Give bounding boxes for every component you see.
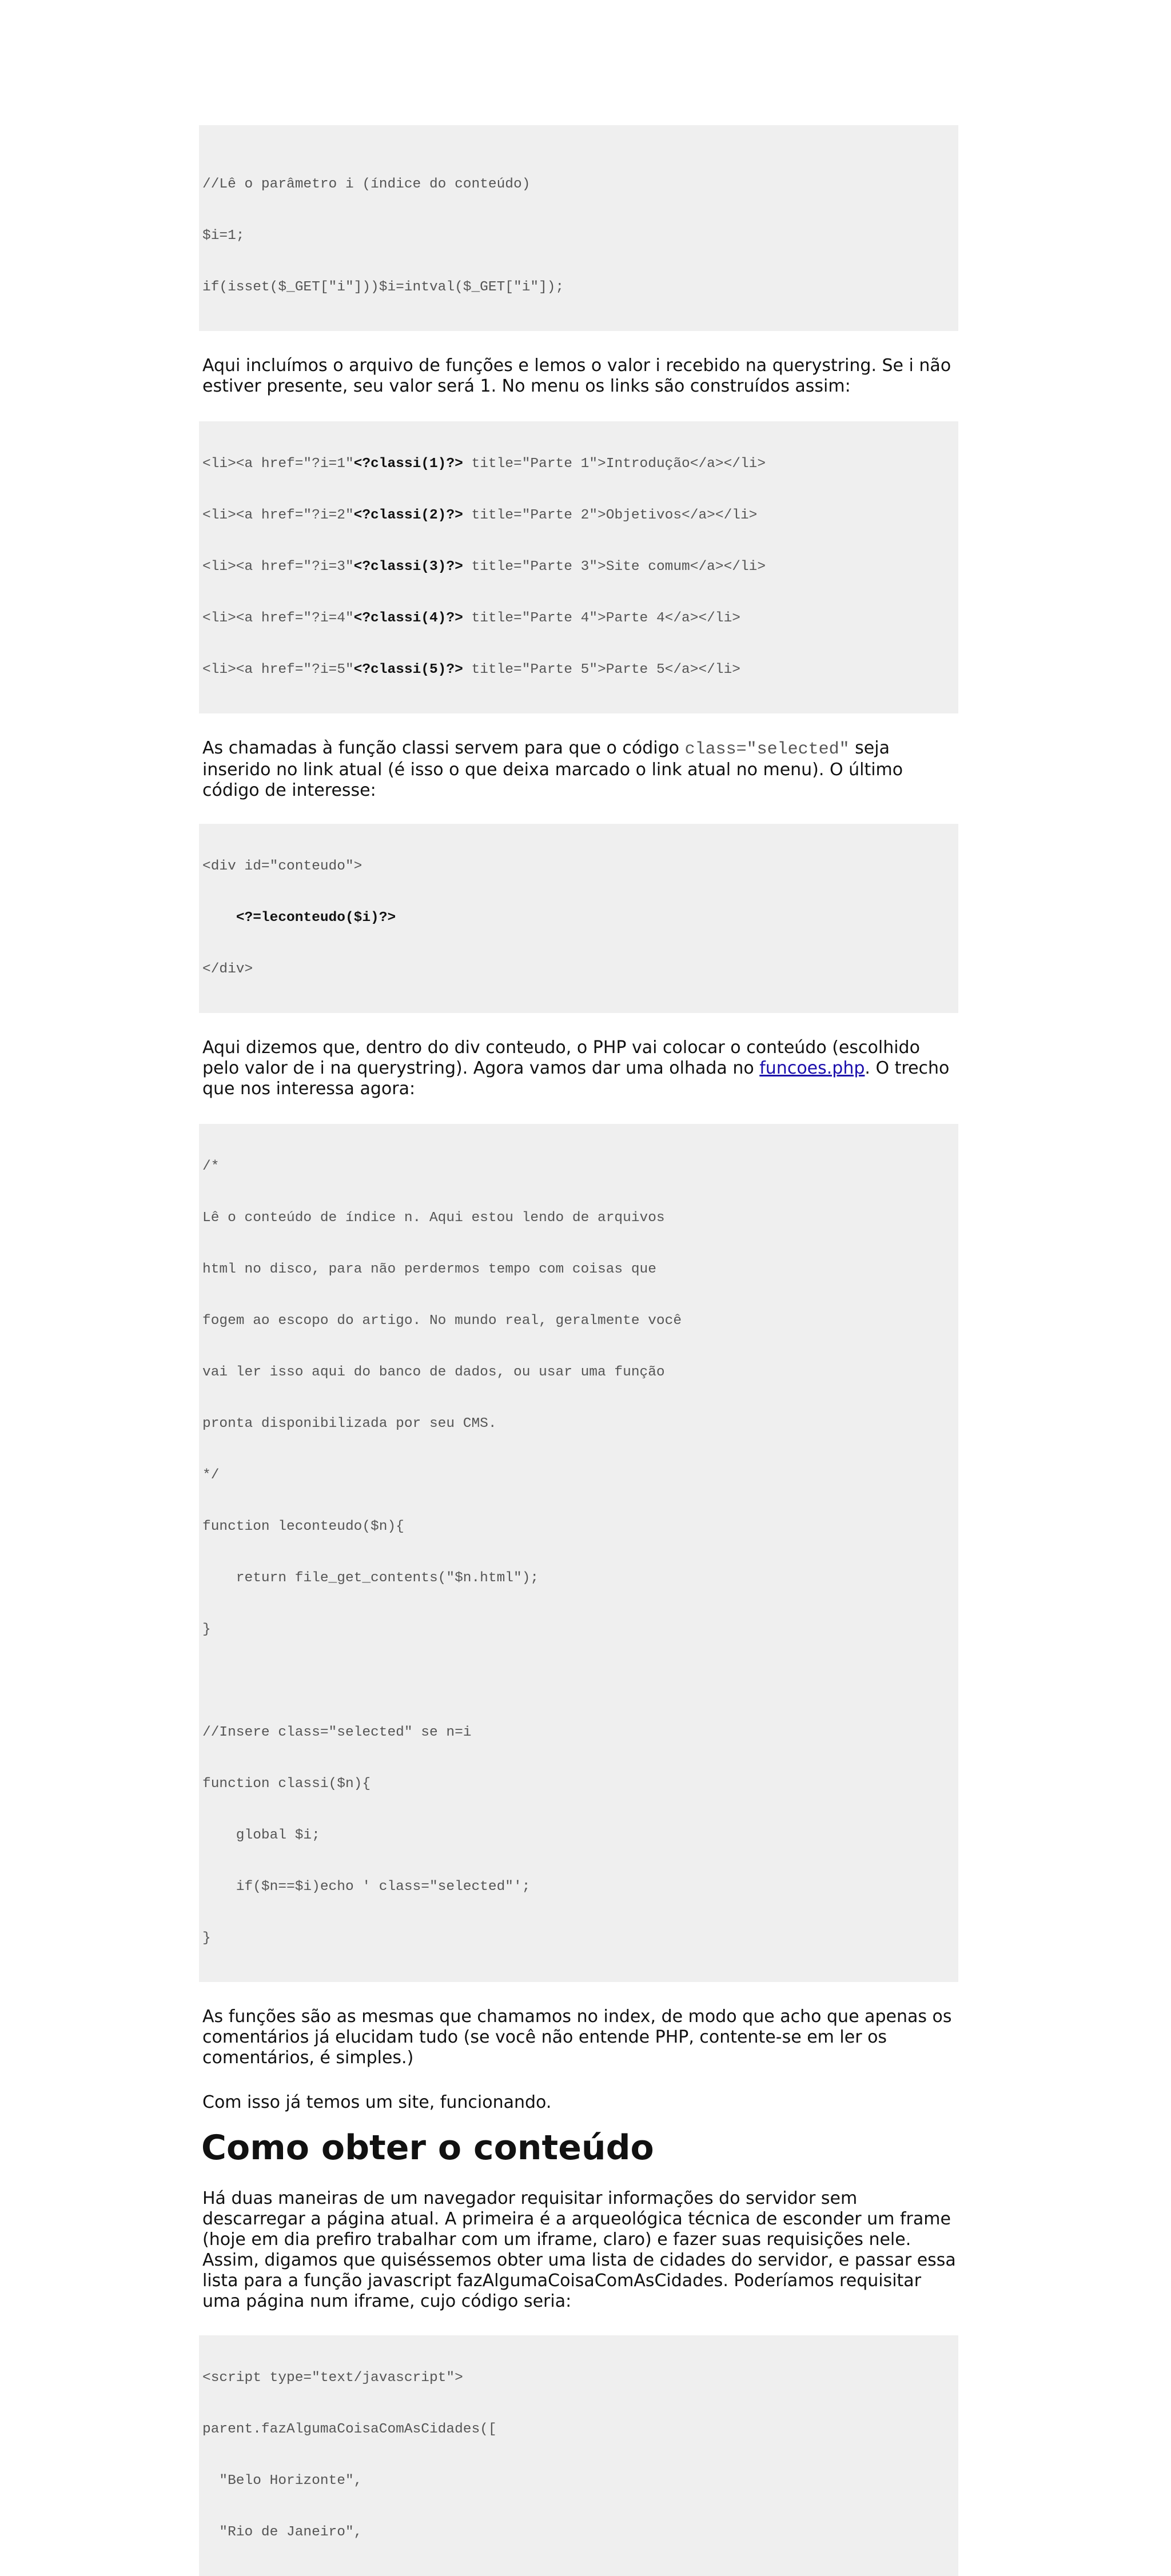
code-line: <li><a href="?i=2"<?classi(2)?> title="Parte 2">Objetivos</a></li> [202,508,758,523]
code-line: "Belo Horizonte", [202,2473,363,2489]
paragraph-intro: Aqui incluímos o arquivo de funções e lemos o valor i recebido na querystring. Se i não estiver presente, seu valor será 1. No menu os links são construídos assim: [202,356,951,396]
code-line: <li><a href="?i=4"<?classi(4)?> title="Parte 4">Parte 4</a></li> [202,611,740,626]
code-line: <li><a href="?i=1"<?classi(1)?> title="Parte 1">Introdução</a></li> [202,456,766,472]
code-line: if($n==$i)echo ' class="selected"'; [202,1879,531,1895]
code-line: vai ler isso aqui do banco de dados, ou usar uma função [202,1365,665,1380]
document-page [199,125,958,2576]
code-line: <?=leconteudo($i)?> [236,910,396,926]
code-line: <li><a href="?i=3"<?classi(3)?> title="Parte 3">Site comum</a></li> [202,559,766,575]
code-block-functions [199,1124,958,1982]
funcoes-php-link[interactable]: funcoes.php [759,1058,865,1078]
inline-code: class="selected" [684,740,850,759]
paragraph-site-working: Com isso já temos um site, funcionando. [202,2092,552,2112]
code-line: if(isset($_GET["i"]))$i=intval($_GET["i"]); [202,280,564,295]
code-block-script [199,2335,958,2576]
code-line: } [202,1622,211,1637]
code-line: <li><a href="?i=5"<?classi(5)?> title="Parte 5">Parte 5</a></li> [202,662,740,677]
code-line: //Lê o parâmetro i (índice do conteúdo) [202,177,531,192]
code-line: </div> [202,962,253,977]
paragraph-classi: As chamadas à função classi servem para que o código class="selected" seja inserido no link atual (é isso o que deixa marcado o link atual no menu). O último código de interesse: [202,738,903,800]
code-line: function classi($n){ [202,1776,371,1792]
code-block-menu-links [199,421,958,713]
code-line: <div id="conteudo"> [202,859,363,874]
code-line: function leconteudo($n){ [202,1519,404,1534]
code-line: "Rio de Janeiro", [202,2525,363,2540]
code-line: return file_get_contents("$n.html"); [202,1570,539,1586]
code-line: parent.fazAlgumaCoisaComAsCidades([ [202,2422,497,2437]
paragraph-iframe-technique: Há duas maneiras de um navegador requisitar informações do servidor sem descarregar a página atual. A primeira é a arqueológica técnica de esconder um frame (hoje em dia prefiro trabalhar com um iframe, claro) e fazer suas requisições nele. Assim, digamos que quiséssemos obter uma lista de cidades do servidor, e passar essa lista para a função javascript fazAlgumaCoisaComAsCidades. Poderíamos requisitar uma página num iframe, cujo código seria: [202,2188,956,2311]
code-line: } [202,1931,211,1946]
code-line: /* [202,1159,220,1174]
code-block-params [199,125,958,331]
code-line [202,1673,958,1690]
code-line: pronta disponibilizada por seu CMS. [202,1416,497,1431]
code-block-div-conteudo [199,824,958,1013]
code-line: $i=1; [202,228,245,244]
paragraph-functions-summary: As funções são as mesmas que chamamos no index, de modo que acho que apenas os comentários já elucidam tudo (se você não entende PHP, contente-se em ler os comentários, é simples.) [202,2007,952,2068]
code-line: global $i; [202,1828,320,1843]
code-line: html no disco, para não perdermos tempo com coisas que [202,1262,656,1277]
paragraph-conteudo: Aqui dizemos que, dentro do div conteudo, o PHP vai colocar o conteúdo (escolhido pelo valor de i na querystring). Agora vamos dar uma olhada no funcoes.php. O trecho que nos interessa agora: [202,1038,950,1099]
code-line: */ [202,1468,220,1483]
code-line: Lê o conteúdo de índice n. Aqui estou lendo de arquivos [202,1210,665,1226]
code-line: <script type="text/javascript"> [202,2370,463,2386]
code-line: fogem ao escopo do artigo. No mundo real, geralmente você [202,1313,682,1329]
code-line: //Insere class="selected" se n=i [202,1725,472,1740]
section-heading: Como obter o conteúdo [201,2128,654,2168]
